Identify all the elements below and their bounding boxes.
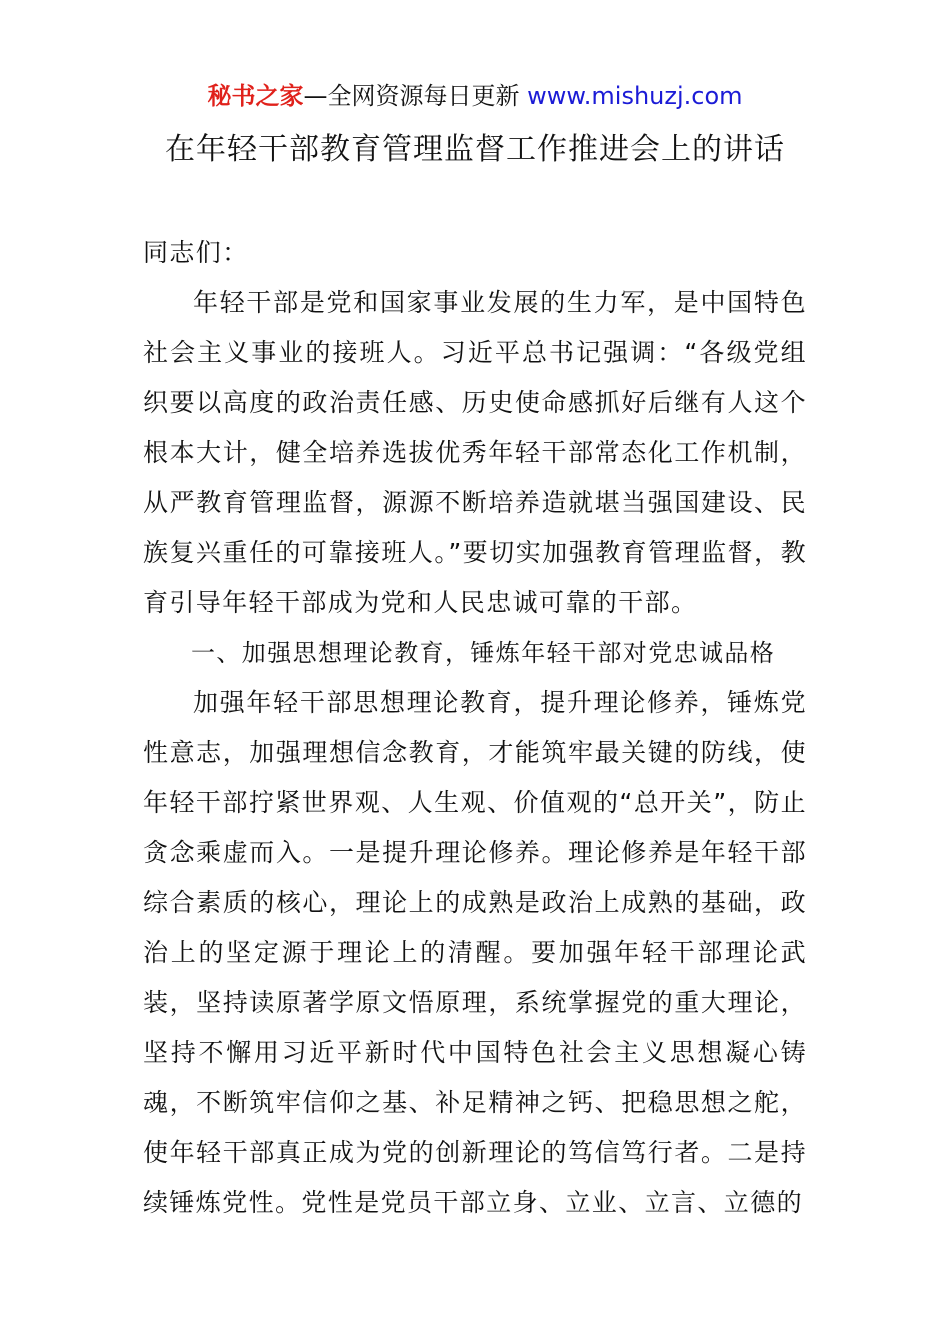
section-paragraph: 加强年轻干部思想理论教育，提升理论修养，锤炼党性意志，加强理想信念教育，才能筑牢最关键的防线，使年轻干部拧紧世界观、人生观、价值观的“总开关”，防止贪念乘虚而入。一是提升理论修养。理论修养是年轻干部综合素质的核心，理论上的成熟是政治上成熟的基础，政治上的坚定源于理论上的清醒。要加强年轻干部理论武装，坚持读原著学原文悟原理，系统掌握党的重大理论，坚持不懈用习近平新时代中国特色社会主义思想凝心铸魂，不断筑牢信仰之基、补足精神之钙、把稳思想之舵，使年轻干部真正成为党的创新理论的笃信笃行者。二是持续锤炼党性。党性是党员干部立身、立业、立言、立德的: [143, 688, 807, 1217]
brand-name: 秘书之家: [207, 82, 304, 110]
salutation: 同志们：: [143, 238, 249, 267]
document-title: 在年轻干部教育管理监督工作推进会上的讲话: [165, 132, 785, 167]
header-tagline: —全网资源每日更新: [303, 82, 528, 110]
intro-paragraph: 年轻干部是党和国家事业发展的生力军，是中国特色社会主义事业的接班人。习近平总书记强调：“各级党组织要以高度的政治责任感、历史使命感抓好后继有人这个根本大计，健全培养选拔优秀年轻干部常态化工作机制，从严教育管理监督，源源不断培养造就堪当强国建设、民族复兴重任的可靠接班人。”要切实加强教育管理监督，教育引导年轻干部成为党和人民忠诚可靠的干部。: [143, 288, 807, 617]
site-url-link[interactable]: www.mishuzj.com: [527, 82, 743, 110]
document-body: [143, 228, 807, 1228]
site-header: [143, 80, 807, 112]
section-heading: 一、加强思想理论教育，锤炼年轻干部对党忠诚品格: [191, 639, 776, 667]
